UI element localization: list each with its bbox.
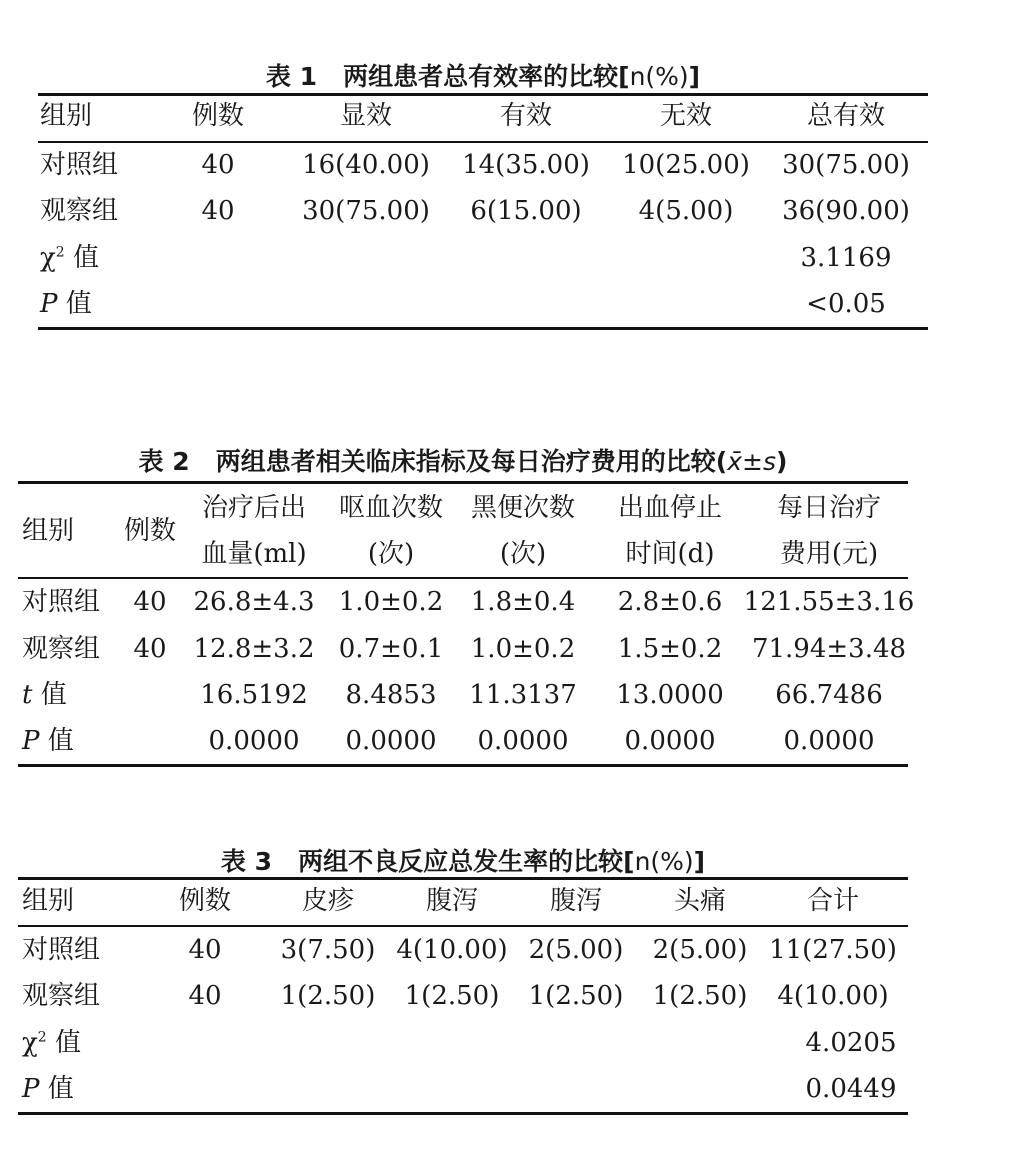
row-p-blood-volume: 0.0000 [208, 726, 300, 756]
table-2-caption: 表 2 两组患者相关临床指标及每日治疗费用的比较(x̄±s) [138, 447, 788, 476]
header-effective: 有效 [499, 101, 553, 131]
row-t-daily-cost: 66.7486 [775, 680, 883, 710]
bottom-rule [18, 764, 908, 767]
header-hematemesis-unit: (次) [367, 539, 415, 569]
top-rule [18, 481, 908, 484]
row-p-melena: 0.0000 [477, 726, 569, 756]
header-headache: 头痛 [673, 886, 727, 916]
header-bleeding-stop-unit: 时间(d) [625, 539, 715, 569]
table-3-caption-unit: n(%) [634, 847, 694, 876]
header-rule [18, 925, 908, 927]
row-control-ineffective: 10(25.00) [622, 150, 750, 180]
row-observe-bleeding-stop: 1.5±0.2 [617, 634, 723, 664]
table-1 [38, 55, 928, 335]
header-melena-unit: (次) [499, 539, 547, 569]
row-observe-group: 观察组 [22, 981, 101, 1011]
row-observe-effective: 6(15.00) [470, 196, 582, 226]
header-blood-volume-unit: 血量(ml) [201, 539, 307, 569]
header-marked: 显效 [339, 101, 393, 131]
row-observe-diarrhea-2: 1(2.50) [528, 981, 624, 1011]
header-bleeding-stop: 出血停止 [617, 493, 723, 523]
row-chi-value: 4.0205 [805, 1028, 897, 1058]
row-control-group: 对照组 [22, 587, 101, 617]
header-group: 组别 [22, 516, 75, 546]
row-observe-blood-volume: 12.8±3.2 [193, 634, 315, 664]
row-control-count: 40 [188, 935, 222, 965]
row-control-diarrhea-2: 2(5.00) [528, 935, 624, 965]
table-1-caption-title: 两组患者总有效率的比较 [343, 62, 619, 91]
row-t-hematemesis: 8.4853 [345, 680, 437, 710]
row-chi-value: 3.1169 [800, 243, 892, 273]
row-observe-count: 40 [188, 981, 222, 1011]
table-1-caption-number: 表 1 [265, 62, 317, 91]
row-control-melena: 1.8±0.4 [470, 587, 576, 617]
row-control-daily-cost: 121.55±3.16 [743, 587, 915, 617]
table-1-caption-unit: n(%) [629, 62, 689, 91]
row-control-headache: 2(5.00) [652, 935, 748, 965]
top-rule [38, 93, 928, 96]
row-observe-marked: 30(75.00) [302, 196, 430, 226]
row-control-count: 40 [133, 587, 167, 617]
row-p-bleeding-stop: 0.0000 [624, 726, 716, 756]
row-control-group: 对照组 [40, 150, 119, 180]
table-2 [18, 440, 915, 770]
row-p-label: P 值 [40, 289, 92, 319]
row-control-count: 40 [201, 150, 235, 180]
row-chi-label: $\chi^2$ 值 [40, 243, 99, 273]
header-daily-cost: 每日治疗 [776, 493, 882, 523]
header-total: 总有效 [806, 101, 886, 131]
header-count: 例数 [178, 886, 232, 916]
row-observe-count: 40 [201, 196, 235, 226]
table-3-caption-number: 表 3 [220, 847, 272, 876]
row-t-label: t 值 [22, 680, 67, 710]
row-control-rash: 3(7.50) [280, 935, 376, 965]
row-control-group: 对照组 [22, 935, 101, 965]
table-3 [18, 840, 908, 1120]
row-chi-label: $\chi^2$ 值 [22, 1028, 81, 1058]
header-blood-volume: 治疗后出 [201, 493, 307, 523]
header-melena: 黑便次数 [470, 493, 576, 523]
table-2-caption-stat: x̄±s [727, 447, 777, 476]
row-control-diarrhea-1: 4(10.00) [396, 935, 508, 965]
row-observe-total: 4(10.00) [777, 981, 889, 1011]
header-diarrhea-1: 腹泻 [425, 886, 479, 916]
header-ineffective: 无效 [659, 101, 713, 131]
row-t-blood-volume: 16.5192 [200, 680, 308, 710]
header-rule [18, 577, 908, 579]
row-observe-count: 40 [133, 634, 167, 664]
bottom-rule [38, 327, 928, 330]
row-observe-diarrhea-1: 1(2.50) [404, 981, 500, 1011]
row-p-value: <0.05 [806, 289, 886, 319]
row-p-value: 0.0449 [805, 1074, 897, 1104]
row-control-blood-volume: 26.8±4.3 [193, 587, 315, 617]
header-count: 例数 [123, 516, 177, 546]
top-rule [18, 877, 908, 880]
header-daily-cost-unit: 费用(元) [779, 539, 879, 569]
row-p-daily-cost: 0.0000 [783, 726, 875, 756]
row-observe-hematemesis: 0.7±0.1 [338, 634, 444, 664]
header-group: 组别 [22, 886, 75, 916]
row-p-hematemesis: 0.0000 [345, 726, 437, 756]
row-control-hematemesis: 1.0±0.2 [338, 587, 444, 617]
row-control-bleeding-stop: 2.8±0.6 [617, 587, 723, 617]
row-observe-group: 观察组 [40, 196, 119, 226]
header-rash: 皮疹 [301, 886, 355, 916]
header-total: 合计 [806, 886, 860, 916]
row-t-bleeding-stop: 13.0000 [616, 680, 724, 710]
row-p-label: P 值 [22, 726, 74, 756]
row-observe-rash: 1(2.50) [280, 981, 376, 1011]
row-t-melena: 11.3137 [469, 680, 577, 710]
row-observe-total: 36(90.00) [782, 196, 910, 226]
row-observe-daily-cost: 71.94±3.48 [751, 634, 907, 664]
row-observe-melena: 1.0±0.2 [470, 634, 576, 664]
header-group: 组别 [40, 101, 93, 131]
row-control-effective: 14(35.00) [462, 150, 590, 180]
header-hematemesis: 呕血次数 [338, 493, 444, 523]
table-2-caption-number: 表 2 [138, 447, 190, 476]
row-observe-group: 观察组 [22, 634, 101, 664]
row-control-marked: 16(40.00) [302, 150, 430, 180]
table-2-caption-title: 两组患者相关临床指标及每日治疗费用的比较 [215, 447, 716, 476]
row-control-total: 30(75.00) [782, 150, 910, 180]
row-p-label: P 值 [22, 1074, 74, 1104]
table-3-caption: 表 3 两组不良反应总发生率的比较[n(%)] [220, 847, 706, 876]
bottom-rule [18, 1112, 908, 1115]
header-count: 例数 [191, 101, 245, 131]
table-3-caption-title: 两组不良反应总发生率的比较 [298, 847, 624, 876]
table-1-caption: 表 1 两组患者总有效率的比较[n(%)] [265, 62, 701, 91]
row-observe-ineffective: 4(5.00) [638, 196, 734, 226]
row-control-total: 11(27.50) [769, 935, 897, 965]
header-diarrhea-2: 腹泻 [549, 886, 603, 916]
row-observe-headache: 1(2.50) [652, 981, 748, 1011]
header-rule [38, 141, 928, 143]
